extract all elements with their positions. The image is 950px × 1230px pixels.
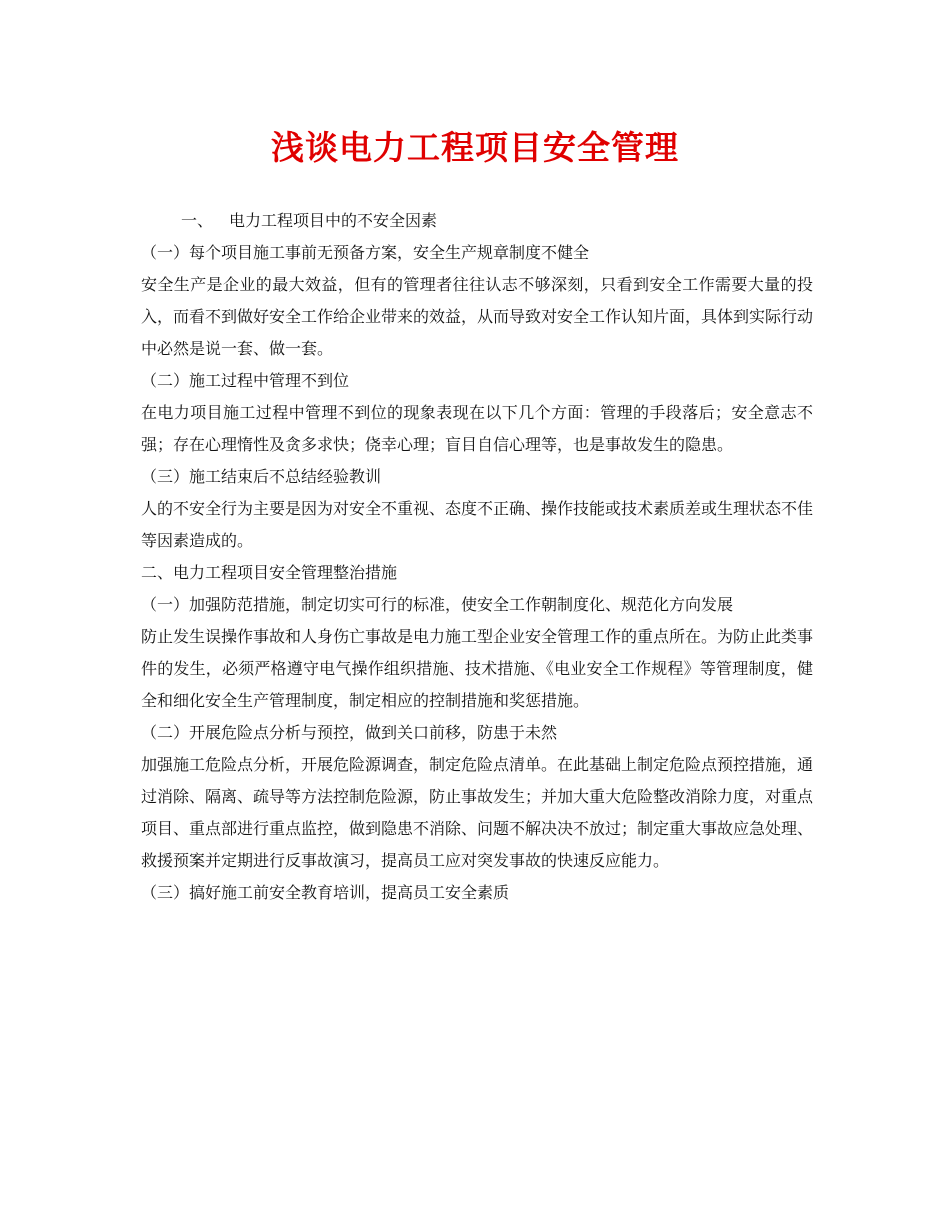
document-title: 浅谈电力工程项目安全管理 (271, 128, 679, 167)
section-1-heading (141, 205, 813, 237)
section-1-sub-1-heading: （一）每个项目施工事前无预备方案，安全生产规章制度不健全 (141, 243, 590, 262)
section-1-sub-1-paragraph: 安全生产是企业的最大效益，但有的管理者往往认志不够深刻，只看到安全工作需要大量的投入，而看不到做好安全工作给企业带来的效益，从而导致对安全工作认知片面，具体到实际行动中必然是说一套、做一套。 (141, 275, 814, 358)
section-1-sub-2-heading: （二）施工过程中管理不到位 (141, 371, 350, 390)
section-2-sub-1-heading: （一）加强防范措施，制定切实可行的标准，使安全工作朝制度化、规范化方向发展 (141, 595, 734, 614)
section-2-heading: 二、电力工程项目安全管理整治措施 (141, 563, 398, 582)
section-2-sub-3-heading: （三）搞好施工前安全教育培训，提高员工安全素质 (141, 883, 510, 902)
section-2-sub-2-heading: （二）开展危险点分析与预控，做到关口前移，防患于未然 (141, 723, 558, 742)
section-1-heading-text: 电力工程项目中的不安全因素 (229, 211, 438, 230)
document-body (141, 205, 813, 909)
section-1-sub-3-paragraph: 人的不安全行为主要是因为对安全不重视、态度不正确、操作技能或技术素质差或生理状态不佳等因素造成的。 (141, 499, 814, 550)
section-2-sub-2-paragraph: 加强施工危险点分析，开展危险源调查，制定危险点清单。在此基础上制定危险点预控措施，通过消除、隔离、疏导等方法控制危险源，防止事故发生；并加大重大危险整改消除力度，对重点项目、重点部进行重点监控，做到隐患不消除、问题不解决决不放过；制定重大事故应急处理、救援预案并定期进行反事故演习，提高员工应对突发事故的快速反应能力。 (141, 755, 814, 870)
section-2-sub-1-paragraph: 防止发生误操作事故和人身伤亡事故是电力施工型企业安全管理工作的重点所在。为防止此类事件的发生，必须严格遵守电气操作组织措施、技术措施、《电业安全工作规程》等管理制度，健全和细化安全生产管理制度，制定相应的控制措施和奖惩措施。 (141, 627, 814, 710)
section-1-number: 一、 (181, 211, 214, 230)
section-1-sub-3-heading: （三）施工结束后不总结经验教训 (141, 467, 382, 486)
section-1-sub-2-paragraph: 在电力项目施工过程中管理不到位的现象表现在以下几个方面：管理的手段落后；安全意志不强；存在心理惰性及贪多求快；侥幸心理；盲目自信心理等，也是事故发生的隐患。 (141, 403, 813, 454)
